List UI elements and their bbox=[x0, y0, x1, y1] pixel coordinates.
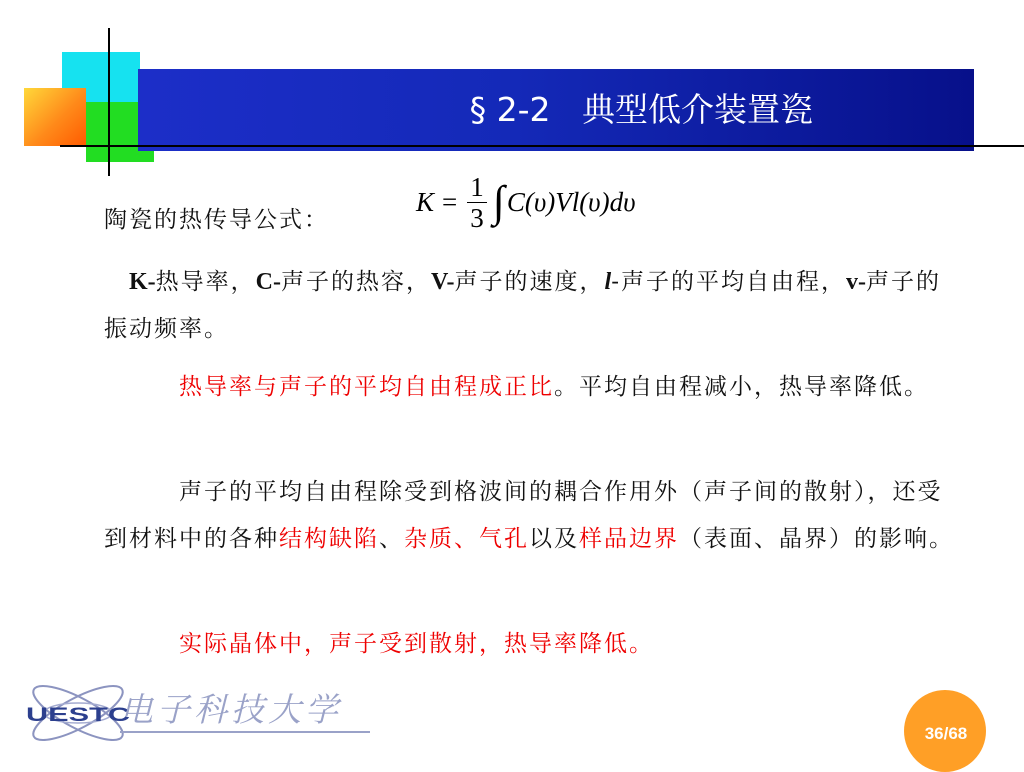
symbol-text: l bbox=[604, 269, 612, 295]
symbol-text: K- bbox=[129, 269, 156, 295]
body-text: 声子的振动频率。 bbox=[104, 269, 941, 342]
body-text: 声子的速度， bbox=[454, 269, 605, 295]
body-text: 声子的热容， bbox=[281, 269, 431, 295]
logo-underline bbox=[120, 731, 370, 733]
body-text: 以及 bbox=[529, 526, 579, 552]
paragraph-definitions bbox=[104, 259, 962, 353]
paragraph-scattering-factors bbox=[104, 469, 962, 563]
logo-university-name: 电子科技大学 bbox=[120, 690, 342, 729]
formula-label: 陶瓷的热传导公式： bbox=[104, 207, 329, 233]
emphasis-text: 样品边界 bbox=[579, 526, 679, 552]
emphasis-text: 结构缺陷 bbox=[279, 526, 379, 552]
page-number: 36/68 bbox=[924, 724, 968, 743]
body-text: 声子的平均自由程除受到格波间的耦合作用外（声子间的散射），还受到材料中的各种 bbox=[104, 479, 943, 552]
formula-equals: = bbox=[442, 186, 458, 217]
emphasis-text: 杂质、气孔 bbox=[404, 526, 529, 552]
formula-denominator: 3 bbox=[470, 202, 484, 233]
logo-mark: UESTC bbox=[26, 705, 131, 726]
emphasis-text: 实际晶体中，声子受到散射，热导率降低。 bbox=[179, 631, 654, 657]
body-text: 。平均自由程减小，热导率降低。 bbox=[554, 374, 929, 400]
emphasis-text: 热导率与声子的平均自由程成正比 bbox=[179, 374, 554, 400]
paragraph-proportionality bbox=[104, 364, 962, 411]
symbol-text: C- bbox=[255, 269, 281, 295]
formula-lhs: K bbox=[416, 186, 435, 217]
formula-integral-sign: ∫ bbox=[492, 177, 505, 226]
body-text: （表面、晶界）的影响。 bbox=[679, 526, 954, 552]
body-text: 、 bbox=[379, 526, 404, 552]
decor-vertical-line bbox=[108, 28, 110, 176]
symbol-text: V- bbox=[431, 269, 455, 295]
body-text: 热导率， bbox=[155, 269, 256, 295]
body-text: -声子的平均自由程， bbox=[611, 269, 846, 295]
formula-integrand: C(υ)Vl(υ)dυ bbox=[506, 186, 636, 217]
formula-numerator: 1 bbox=[467, 172, 487, 203]
slide-title: § 2-2 典型低介装置瓷 bbox=[469, 90, 813, 129]
decor-square-orange bbox=[24, 88, 86, 146]
paragraph-conclusion bbox=[104, 621, 962, 668]
symbol-text: v- bbox=[846, 269, 866, 295]
